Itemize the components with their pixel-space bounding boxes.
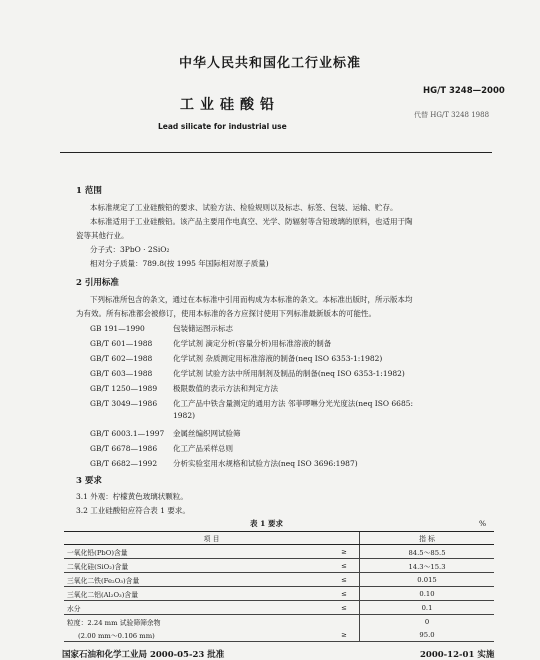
reference-item: [90, 398, 413, 409]
reference-code: GB/T 6003.1—1997: [90, 429, 165, 438]
reference-title: 包装储运图示标志: [173, 324, 233, 333]
comparison-symbol: ≥: [329, 628, 360, 642]
item-cell: 二氧化硅(SiO₂)含量: [64, 559, 329, 573]
reference-code: GB/T 6678—1986: [90, 444, 158, 453]
reference-title: 化学试剂 滴定分析(容量分析)用标准溶液的制备: [173, 339, 332, 348]
comparison-symbol: ≥: [329, 545, 360, 559]
reference-code: GB/T 6682—1992: [90, 459, 158, 468]
header-divider: [60, 152, 492, 153]
section-1-para-2a: 本标准适用于工业硅酸铅。该产品主要用作电真空、光学、防辐射等含铅玻璃的原料，也适用于陶: [90, 217, 413, 226]
section-1-para-1: 本标准规定了工业硅酸铅的要求、试验方法、检验规则以及标志、标签、包装、运输、贮存。: [90, 203, 398, 212]
reference-title: 分析实验室用水规格和试验方法(neq ISO 3696:1987): [173, 459, 358, 468]
approval-info: 国家石油和化学工业局 2000-05-23 批准: [62, 650, 225, 660]
molecular-mass: 相对分子质量：789.8(按 1995 年国际相对原子质量): [90, 259, 269, 268]
table-row: [64, 573, 494, 587]
table-row: [64, 601, 494, 615]
table-header-row: [64, 532, 494, 545]
replaces-standard: 代替 HG/T 3248 1988: [414, 111, 490, 119]
value-cell: 95.0: [360, 628, 495, 642]
value-cell: 0.10: [360, 587, 495, 601]
implementation-date: 2000-12-01 实施: [420, 650, 495, 660]
item-cell: 三氧化二铝(Al₂O₃)含量: [64, 587, 329, 601]
reference-item: [90, 353, 382, 364]
section-2-heading: 2 引用标准: [76, 278, 119, 288]
reference-item: [90, 338, 331, 349]
reference-title: 1982): [173, 411, 196, 420]
molecular-formula: 分子式：3PbO · 2SiO₂: [90, 245, 170, 254]
reference-code: GB/T 602—1988: [90, 354, 153, 363]
reference-title: 金属丝编织网试验筛: [173, 429, 241, 438]
english-title: Lead silicate for industrial use: [158, 122, 287, 131]
section-2-para-b: 为有效。所有标准都会被修订，使用本标准的各方应探讨使用下列标准最新版本的可能性。: [76, 309, 376, 318]
reference-title: 化学试剂 试验方法中所用制剂及制品的制备(neq ISO 6353-1:1982): [173, 369, 405, 378]
requirements-table: [64, 531, 494, 642]
reference-code: GB/T 601—1988: [90, 339, 153, 348]
requirement-3-1: 3.1 外观：柠檬黄色玻璃状颗粒。: [76, 492, 188, 501]
reference-item: [90, 443, 233, 454]
standard-category-title: 中华人民共和国化工行业标准: [178, 56, 361, 71]
standard-number: HG/T 3248—2000: [423, 86, 505, 96]
comparison-symbol: ≤: [329, 601, 360, 615]
requirement-3-2: 3.2 工业硅酸铅应符合表 1 要求。: [76, 506, 190, 515]
item-cell: 粒度：2.24 mm 试验筛筛余物: [64, 615, 329, 629]
section-1-para-2b: 瓷等其他行业。: [76, 231, 129, 240]
reference-item: [90, 383, 278, 394]
reference-code: GB 191—1990: [90, 324, 145, 333]
section-1-heading: 1 范围: [76, 186, 102, 196]
reference-title: 化工产品中铁含量测定的通用方法 邻菲啰啉分光光度法(neq ISO 6685:: [173, 399, 414, 408]
table-row: [64, 587, 494, 601]
column-header-value: 指 标: [360, 532, 495, 545]
table-row: [64, 628, 494, 642]
table-caption: 表 1 要求: [250, 519, 283, 528]
reference-title: 化工产品采样总则: [173, 444, 233, 453]
value-cell: 14.3～15.3: [360, 559, 495, 573]
reference-code: GB/T 1250—1989: [90, 384, 158, 393]
item-cell: 水分: [64, 601, 329, 615]
value-cell: 0.1: [360, 601, 495, 615]
comparison-symbol: ≤: [329, 573, 360, 587]
reference-code: GB/T 3049—1986: [90, 399, 158, 408]
reference-title: 化学试剂 杂质测定用标准溶液的制备(neq ISO 6353-1:1982): [173, 354, 383, 363]
document-title: 工业硅酸铅: [180, 97, 280, 113]
comparison-symbol: ≤: [329, 559, 360, 573]
section-3-heading: 3 要求: [76, 476, 102, 486]
reference-item: [90, 411, 195, 420]
column-header-item: 项 目: [64, 532, 360, 545]
reference-item: [90, 368, 405, 379]
value-cell: 84.5～85.5: [360, 545, 495, 559]
comparison-symbol: ≤: [329, 587, 360, 601]
table-row: [64, 545, 494, 559]
item-cell: (2.00 mm～0.106 mm): [64, 628, 329, 642]
table-row: [64, 559, 494, 573]
value-cell: 0: [360, 615, 495, 629]
table-unit: %: [479, 519, 487, 528]
comparison-symbol: [329, 615, 360, 629]
reference-item: [90, 458, 358, 469]
item-cell: 一氧化铅(PbO)含量: [64, 545, 329, 559]
table-row: [64, 615, 494, 629]
reference-item: [90, 323, 233, 334]
reference-item: [90, 428, 241, 439]
reference-title: 极限数值的表示方法和判定方法: [173, 384, 278, 393]
reference-code: GB/T 603—1988: [90, 369, 153, 378]
value-cell: 0.015: [360, 573, 495, 587]
section-2-para-a: 下列标准所包含的条文，通过在本标准中引用而构成为本标准的条文。本标准出版时，所示版本均: [90, 295, 413, 304]
item-cell: 三氧化二铁(Fe₂O₃)含量: [64, 573, 329, 587]
